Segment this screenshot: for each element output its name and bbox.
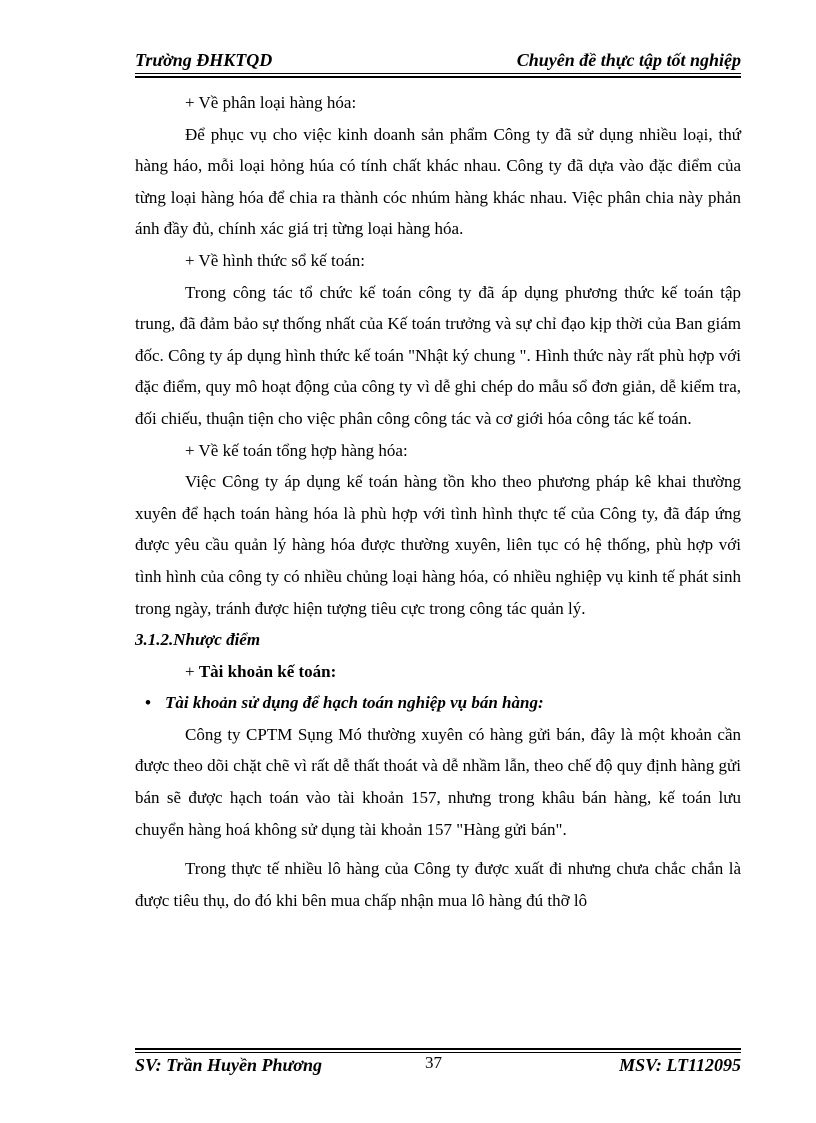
section-accounts-prefix: +	[185, 661, 199, 681]
paragraph-gap	[135, 845, 741, 853]
section-accounts	[135, 656, 741, 688]
header-school: Trường ĐHKTQD	[135, 50, 273, 70]
page-header	[135, 48, 741, 74]
header-rule-thin	[135, 73, 741, 74]
section-accounting-books: + Về hình thức sổ kế toán:	[185, 250, 365, 270]
footer-rule-thick	[135, 1048, 741, 1050]
section-general-accounting: + Về kế toán tổng hợp hàng hóa:	[185, 440, 408, 460]
document-body	[135, 87, 741, 916]
header-rule-thick	[135, 76, 741, 78]
bullet-sales-accounts-text: Tài khoản sử dụng để hạch toán nghiệp vụ bán hàng:	[165, 693, 544, 713]
footer-student-id: MSV: LT112095	[619, 1055, 741, 1075]
page-footer	[135, 1054, 741, 1078]
section-product-classification: + Về phân loại hàng hóa:	[185, 93, 357, 112]
paragraph-consignment: Công ty CPTM Sụng Mó thường xuyên có hàng gửi bán, đây là một khoản cần được theo dõi chặt chẽ vì rất dễ thất thoát và dễ nhầm lẫn, theo chế độ quy định hàng gửi bán sẽ được hạch toán vào tài khoản 157, nhưng trong khâu bán hàng, kế toán lưu chuyển hàng hoá không sử dụng tài khoản 157 "Hàng gửi bán".	[135, 724, 741, 839]
footer-student: SV: Trần Huyền Phương	[135, 1055, 322, 1075]
heading-weaknesses: 3.1.2.Nhược điểm	[135, 630, 261, 650]
paragraph-accounting-books: Trong công tác tổ chức kế toán công ty đã áp dụng phương thức kế toán tập trung, đã đảm bảo sự thống nhất của Kế toán trưởng và sự chỉ đạo kịp thời của Ban giám đốc. Công ty áp dụng hình thức kế toán "Nhật ký chung ". Hình thức này rất phù hợp với đặc điểm, quy mô hoạt động của công ty vì dễ ghi chép do mẫu sổ đơn giản, dễ kiểm tra, đối chiếu, thuận tiện cho việc phân công công tác và cơ giới hóa công tác kế toán.	[135, 282, 741, 428]
paragraph-general-accounting: Việc Công ty áp dụng kế toán hàng tồn kho theo phương pháp kê khai thường xuyên để hạch toán hàng hóa là phù hợp với tình hình thực tế của Công ty, đã đáp ứng được yêu cầu quản lý hàng hóa được thường xuyên, liên tục có hệ thống, phù hợp với tình hình của công ty có nhiều chủng loại hàng hóa, có nhiều nghiệp vụ kinh tế phát sinh trong ngày, tránh được hiện tượng tiêu cực trong công tác quản lý.	[135, 472, 741, 618]
section-accounts-label: Tài khoản kế toán:	[198, 661, 337, 681]
bullet-sales-accounts	[135, 687, 741, 719]
page-number: 37	[425, 1053, 442, 1072]
paragraph-shipments: Trong thực tế nhiều lô hàng của Công ty được xuất đi nhưng chưa chắc chắn là được tiêu thụ, do đó khi bên mua chấp nhận mua lô hàng đú thỡ lô	[135, 859, 741, 910]
bullet-dot-icon: •	[145, 693, 151, 713]
header-title: Chuyên đề thực tập tốt nghiệp	[516, 50, 741, 70]
paragraph-product-classification: Để phục vụ cho việc kinh doanh sản phẩm Công ty đã sử dụng nhiều loại, thứ hàng háo, mỗi loại hỏng húa có tính chất khác nhau. Công ty đã dựa vào đặc điểm của từng loại hàng hóa để chia ra thành cóc nhúm hàng khác nhau. Việc phân chia này phản ánh đầy đủ, chính xác giá trị từng loại hàng hóa.	[135, 124, 741, 239]
